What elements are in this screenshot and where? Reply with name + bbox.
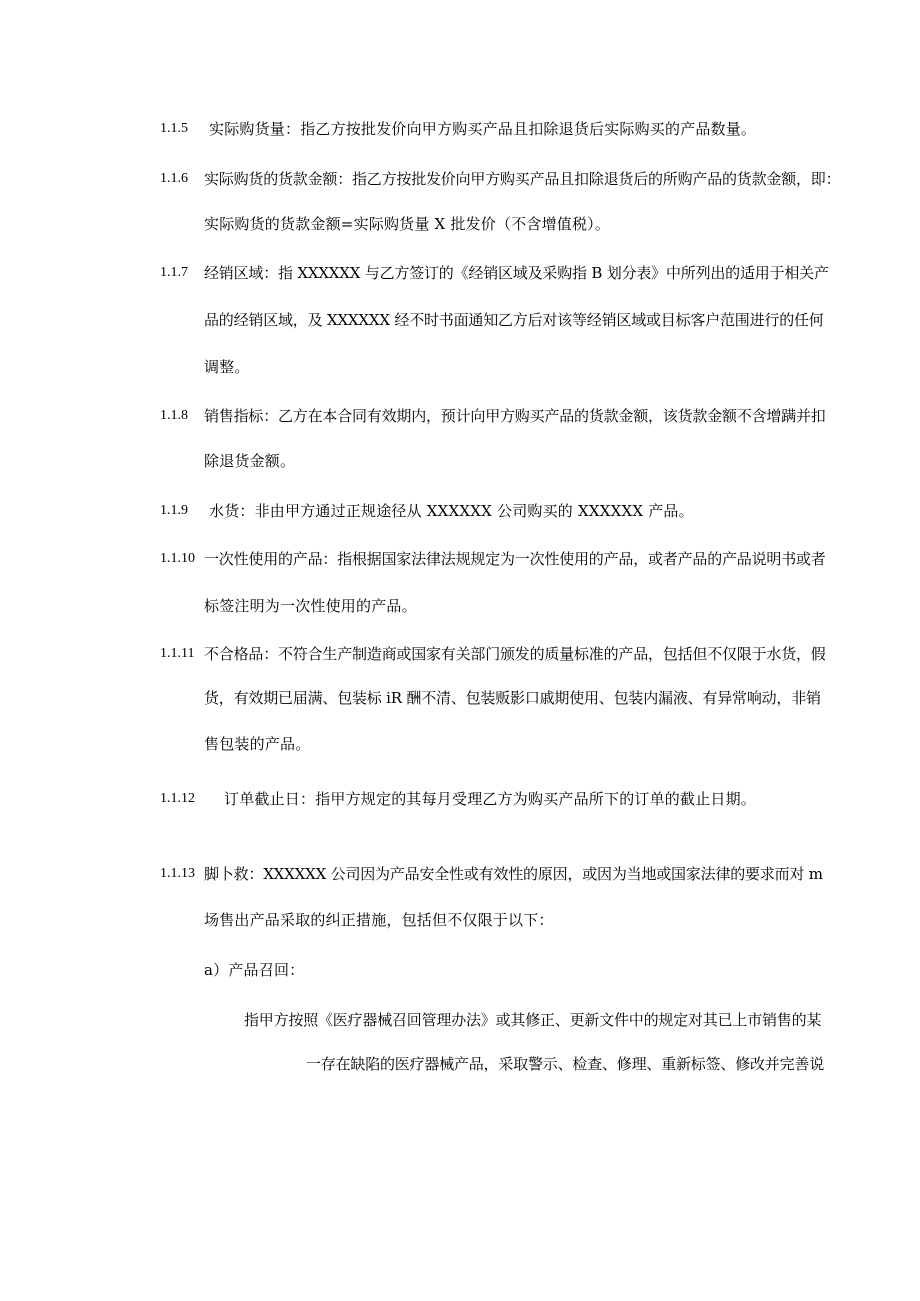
clause-number: 1.1.10 — [160, 551, 195, 566]
clause-text-line: 水货：非由甲方通过正规途径从 XXXXXX 公司购买的 XXXXXX 产品。 — [209, 502, 694, 520]
clause-text-line: 不合格品：不符合生产制造商或国家有关部门颁发的质量标准的产品，包括但不仅限于水货，假 — [204, 645, 826, 663]
clause-text-line: 场售出产品采取的纠正措施，包括但不仅限于以下： — [204, 911, 554, 929]
clause-text-line: 除退货金额。 — [204, 452, 296, 470]
clause-number: 1.1.5 — [160, 121, 188, 136]
clause-number: 1.1.8 — [160, 408, 188, 423]
clause-text-line: 售包装的产品。 — [204, 735, 311, 753]
clause-number: 1.1.9 — [160, 503, 188, 518]
clause-text-line: 销售指标：乙方在本合同有效期内，预计向甲方购买产品的货款金额，该货款金额不含增蹒并扣 — [204, 407, 826, 425]
clause-text-line: 经销区域：指 XXXXXX 与乙方签订的《经销区域及采购指 B 划分表》中所列出的适用于相关产 — [204, 264, 829, 282]
clause-text-line: 实际购货的货款金额：指乙方按批发价向甲方购买产品且扣除退货后的所购产品的货款金额，即： — [204, 170, 841, 188]
clause-text-line: 一次性使用的产品：指根据国家法律法规规定为一次性使用的产品，或者产品的产品说明书或者 — [204, 550, 826, 568]
clause-number: 1.1.13 — [160, 866, 195, 881]
clause-text-line: 脚卜救：XXXXXX 公司因为产品安全性或有效性的原因，或因为当地或国家法律的要求而对 m — [204, 865, 823, 883]
clause-number: 1.1.6 — [160, 171, 188, 186]
subitem-text-line: 一存在缺陷的医疗器械产品，采取警示、检查、修理、重新标签、修改并完善说 — [306, 1055, 825, 1073]
clause-number: 1.1.11 — [160, 646, 195, 661]
clause-text-line: 调整。 — [204, 358, 250, 376]
clause-number: 1.1.12 — [160, 791, 195, 806]
clause-text-line: 实际购货的货款金额=实际购货量 X 批发价（不含增值税）。 — [204, 215, 611, 233]
clause-number: 1.1.7 — [160, 265, 188, 280]
clause-text-line: 标签注明为一次性使用的产品。 — [204, 597, 417, 615]
subitem-label: a）产品召回： — [204, 961, 305, 979]
subitem-text-line: 指甲方按照《医疗器械召回管理办法》或其修正、更新文件中的规定对其已上市销售的某 — [244, 1011, 822, 1029]
clause-text-line: 订单截止日：指甲方规定的其每月受理乙方为购买产品所下的订单的截止日期。 — [224, 790, 757, 808]
clause-text-line: 品的经销区域，及 XXXXXX 经不时书面通知乙方后对该等经销区域或目标客户范围进行的任何 — [204, 311, 824, 329]
clause-text-line: 实际购货量：指乙方按批发价向甲方购买产品且扣除退货后实际购买的产品数量。 — [209, 120, 757, 138]
clause-text-line: 货，有效期已届满、包装标 iR 酬不清、包装贩影口戚期使用、包装内漏液、有异常响动，非销 — [204, 689, 821, 707]
